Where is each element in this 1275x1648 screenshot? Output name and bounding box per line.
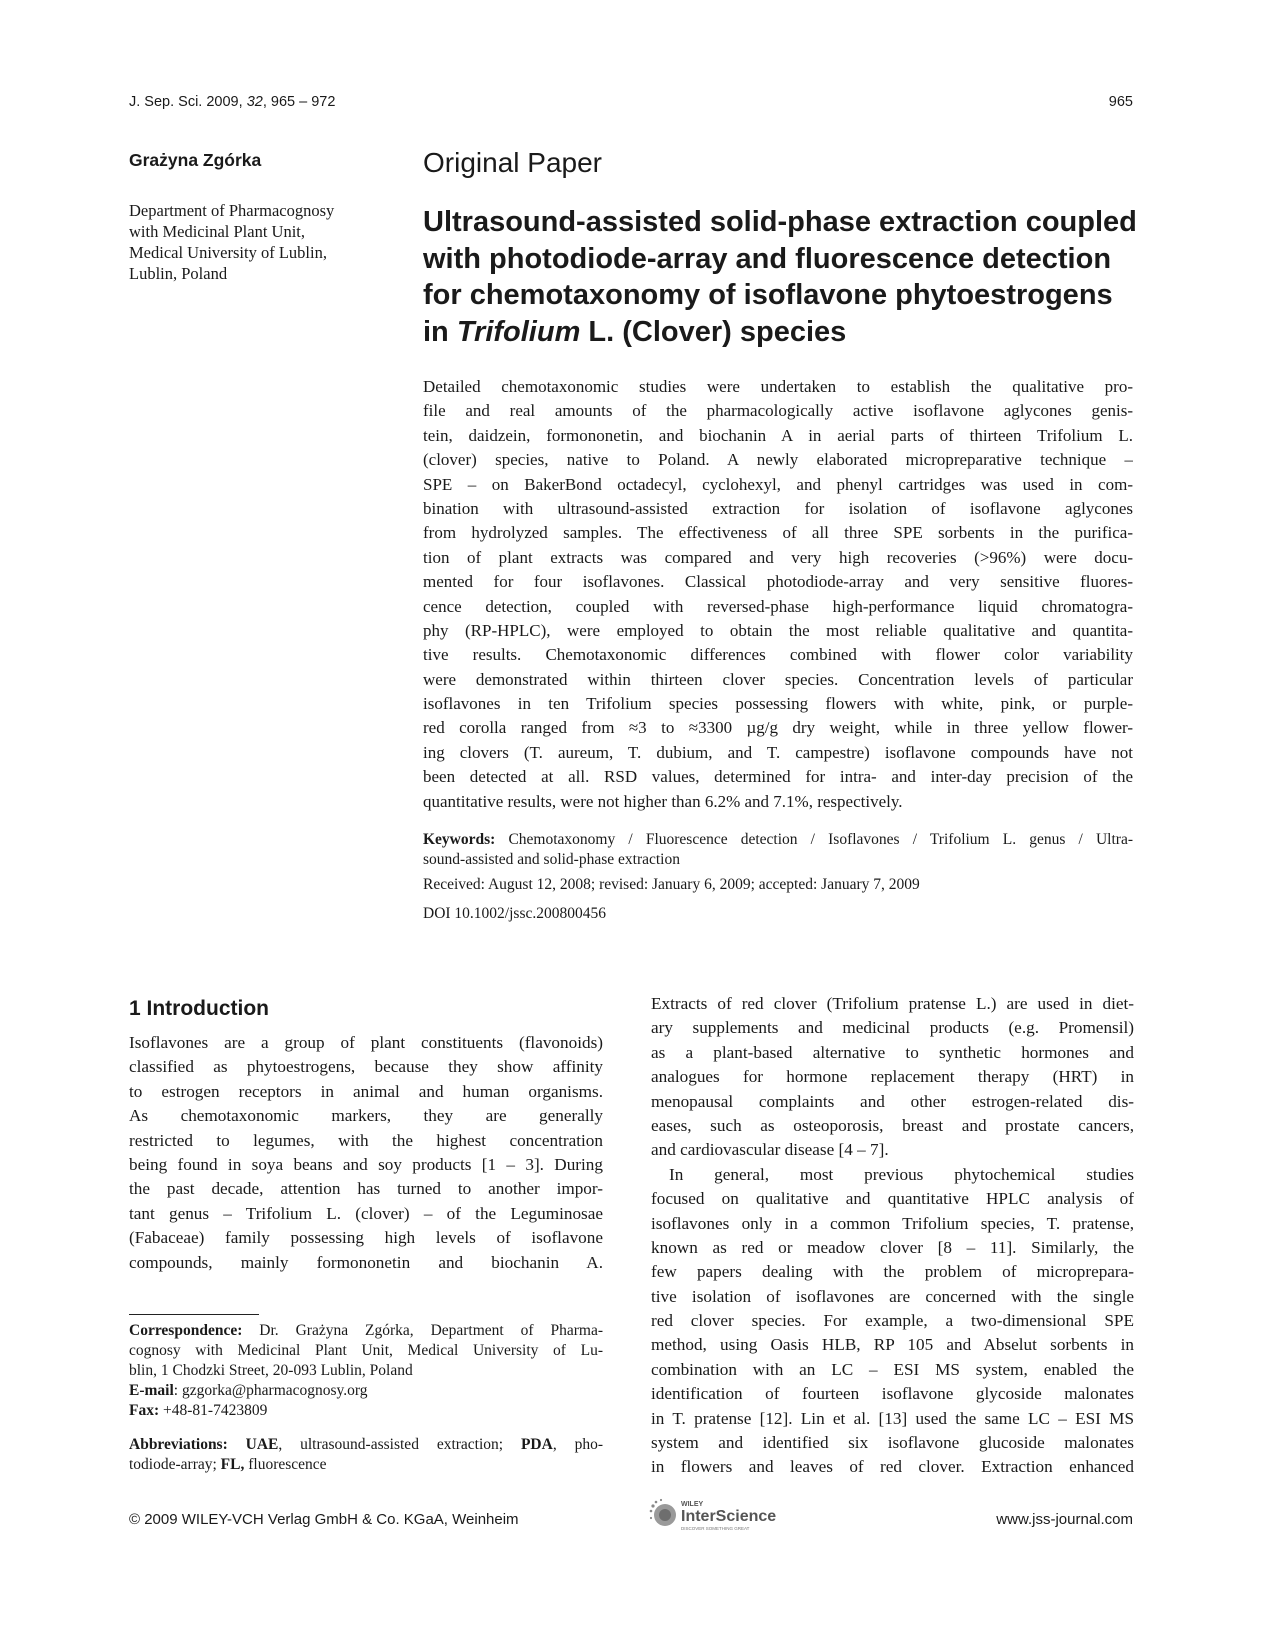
copyright-notice: © 2009 WILEY-VCH Verlag GmbH & Co. KGaA, Weinheim xyxy=(129,1511,519,1528)
affiliation-line: Medical University of Lublin, xyxy=(129,243,327,262)
fax-line: Fax: +48-81-7423809 xyxy=(129,1402,268,1419)
title-line: in Trifolium L. (Clover) species xyxy=(423,315,847,348)
body-line: tant genus – Trifolium L. (clover) – of the Leguminosae xyxy=(129,1203,603,1223)
keywords-line: Keywords: Chemotaxonomy / Fluorescence detection / Isoflavones / Trifolium L. genus / Ultra- xyxy=(423,831,1133,848)
logo-interscience-text: InterScience xyxy=(681,1508,777,1525)
body-line: tive isolation of isoflavones are concerned with the single xyxy=(651,1286,1134,1306)
abstract-line: bination with ultrasound-assisted extraction for isolation of isoflavone aglycones xyxy=(423,498,1133,518)
body-line: combination with an LC – ESI MS system, enabled the xyxy=(651,1359,1134,1379)
right-column-text xyxy=(651,992,1134,1480)
correspondence-label: Correspondence: xyxy=(129,1322,243,1339)
title-line: for chemotaxonomy of isoflavone phytoestrogens xyxy=(423,279,1113,311)
body-line: As chemotaxonomic markers, they are generally xyxy=(129,1106,603,1126)
introduction-paragraph xyxy=(129,1031,603,1275)
received-dates: Received: August 12, 2008; revised: January 6, 2009; accepted: January 7, 2009 xyxy=(423,876,920,893)
abstract-line: Detailed chemotaxonomic studies were undertaken to establish the qualitative pro- xyxy=(423,377,1133,396)
body-line: the past decade, attention has turned to another impor- xyxy=(129,1179,603,1199)
footnote-line: blin, 1 Chodzki Street, 20-093 Lublin, Poland xyxy=(129,1362,413,1379)
abstract-line: tive results. Chemotaxonomic differences combined with flower color variability xyxy=(423,645,1133,665)
body-line: focused on qualitative and quantitative HPLC analysis of xyxy=(651,1189,1134,1209)
keywords xyxy=(423,830,1133,869)
article-type: Original Paper xyxy=(423,147,602,178)
body-line: restricted to legumes, with the highest concentration xyxy=(129,1130,603,1150)
body-line: menopausal complaints and other estrogen-related dis- xyxy=(651,1091,1134,1111)
body-line: red clover species. For example, a two-dimensional SPE xyxy=(651,1311,1134,1331)
keywords-label: Keywords: xyxy=(423,831,496,848)
logo-tagline-text: DISCOVER SOMETHING GREAT xyxy=(681,1526,750,1531)
section-heading-introduction: 1 Introduction xyxy=(129,997,269,1020)
logo-wiley-text: WILEY xyxy=(681,1501,704,1508)
footnote-line: Abbreviations: UAE, ultrasound-assisted extraction; PDA, pho- xyxy=(129,1436,603,1453)
interscience-logo xyxy=(648,1497,798,1533)
abstract-line: cence detection, coupled with reversed-phase high-performance liquid chromatogra- xyxy=(423,596,1133,616)
body-line: to estrogen receptors in animal and human organisms. xyxy=(129,1081,603,1101)
keywords-line: sound-assisted and solid-phase extraction xyxy=(423,850,680,868)
title-line: Ultrasound-assisted solid-phase extraction coupled xyxy=(423,206,1137,238)
email-line xyxy=(129,1381,603,1401)
body-line: known as red or meadow clover [8 – 11]. Similarly, the xyxy=(651,1237,1134,1257)
abstract-line: phy (RP-HPLC), were employed to obtain the most reliable qualitative and quantita- xyxy=(423,620,1133,640)
abstract-line: mented for four isoflavones. Classical photodiode-array and very sensitive fluores- xyxy=(423,572,1133,592)
body-line: few papers dealing with the problem of micropreparа- xyxy=(651,1262,1134,1282)
abstract xyxy=(423,375,1133,814)
author-name: Grażyna Zgórka xyxy=(129,150,262,170)
abstract-line: tion of plant extracts was compared and very high recoveries (>96%) were docu- xyxy=(423,547,1133,567)
body-line: Extracts of red clover (Trifolium pratense L.) are used in diet- xyxy=(651,994,1134,1013)
body-line: in flowers and leaves of red clover. Extraction enhanced xyxy=(651,1457,1134,1477)
abstract-line: from hydrolyzed samples. The effectiveness of all three SPE sorbents in the purifica- xyxy=(423,523,1133,543)
doi: DOI 10.1002/jssc.200800456 xyxy=(423,905,606,922)
author-affiliation xyxy=(129,200,389,284)
abstract-line: isoflavones in ten Trifolium species possessing flowers with white, pink, or purple- xyxy=(423,694,1133,714)
body-line: eases, such as osteoporosis, breast and prostate cancers, xyxy=(651,1115,1134,1135)
correspondence-footnote xyxy=(129,1321,603,1421)
article-title xyxy=(423,204,1143,350)
body-line: identification of fourteen isoflavone glycoside malonates xyxy=(651,1384,1134,1404)
footnote-line: Correspondence: Dr. Grażyna Zgórka, Department of Pharma- xyxy=(129,1322,603,1339)
abstract-line: SPE – on BakerBond octadecyl, cyclohexyl, and phenyl cartridges was used in com- xyxy=(423,474,1133,494)
abstract-line: tein, daidzein, formononetin, and biochanin A in aerial parts of thirteen Trifolium L. xyxy=(423,425,1133,445)
body-line: compounds, mainly formononetin and biochanin A. xyxy=(129,1252,603,1272)
body-line: analogues for hormone replacement therapy (HRT) in xyxy=(651,1067,1134,1087)
email-label: E-mail xyxy=(129,1382,174,1399)
body-line: ary supplements and medicinal products (e.g. Promensil) xyxy=(651,1018,1134,1038)
affiliation-line: Lublin, Poland xyxy=(129,264,228,283)
abbreviations-label: Abbreviations: xyxy=(129,1436,228,1453)
journal-url[interactable]: www.jss-journal.com xyxy=(996,1511,1133,1528)
journal-reference: J. Sep. Sci. 2009, 32, 965 – 972 xyxy=(129,94,336,110)
body-line: system and identified six isoflavone glucoside malonates xyxy=(651,1433,1134,1453)
body-line: (Fabaceae) family possessing high levels of isoflavone xyxy=(129,1228,603,1248)
body-line: Isoflavones are a group of plant constituents (flavonoids) xyxy=(129,1033,603,1052)
abstract-line: red corolla ranged from ≈3 to ≈3300 µg/g dry weight, while in three yellow flower- xyxy=(423,718,1133,738)
body-line: isoflavones only in a common Trifolium species, T. pratense, xyxy=(651,1213,1134,1233)
footnote-divider xyxy=(129,1314,259,1315)
body-line: In general, most previous phytochemical studies xyxy=(669,1164,1134,1184)
abstract-line: quantitative results, were not higher than 6.2% and 7.1%, respectively. xyxy=(423,791,903,811)
abstract-line: been detected at all. RSD values, determined for intra- and inter-day precision of the xyxy=(423,767,1133,787)
abstract-line: were demonstrated within thirteen clover species. Concentration levels of particular xyxy=(423,669,1133,689)
body-line: method, using Oasis HLB, RP 105 and Abselut sorbents in xyxy=(651,1335,1134,1355)
email-address: : gzgorka@pharmacognosy.org xyxy=(173,1382,368,1399)
fax-label: Fax: xyxy=(129,1402,160,1419)
interscience-swirl-icon xyxy=(650,1499,676,1526)
body-line: and cardiovascular disease [4 – 7]. xyxy=(651,1140,889,1160)
title-line: with photodiode-array and fluorescence detection xyxy=(423,242,1112,275)
affiliation-line: with Medicinal Plant Unit, xyxy=(129,222,305,241)
abstract-line: file and real amounts of the pharmacologically active isoflavone aglycones genis- xyxy=(423,401,1133,421)
body-line: classified as phytoestrogens, because they show affinity xyxy=(129,1057,603,1077)
affiliation-line: Department of Pharmacognosy xyxy=(129,201,335,220)
footnote-line: todiode-array; FL, fluorescence xyxy=(129,1456,327,1473)
footnote-line: cognosy with Medicinal Plant Unit, Medical University of Lu- xyxy=(129,1342,603,1359)
abbreviations-footnote xyxy=(129,1435,603,1475)
abstract-line: ing clovers (T. aureum, T. dubium, and T. campestre) isoflavone compounds have not xyxy=(423,742,1133,762)
body-line: being found in soya beans and soy products [1 – 3]. During xyxy=(129,1154,603,1174)
page-number: 965 xyxy=(1108,94,1133,110)
body-line: in T. pratense [12]. Lin et al. [13] used the same LC – ESI MS xyxy=(651,1408,1134,1428)
body-line: as a plant-based alternative to synthetic hormones and xyxy=(651,1042,1134,1062)
abstract-line: (clover) species, native to Poland. A newly elaborated micropreparative technique – xyxy=(423,450,1133,470)
